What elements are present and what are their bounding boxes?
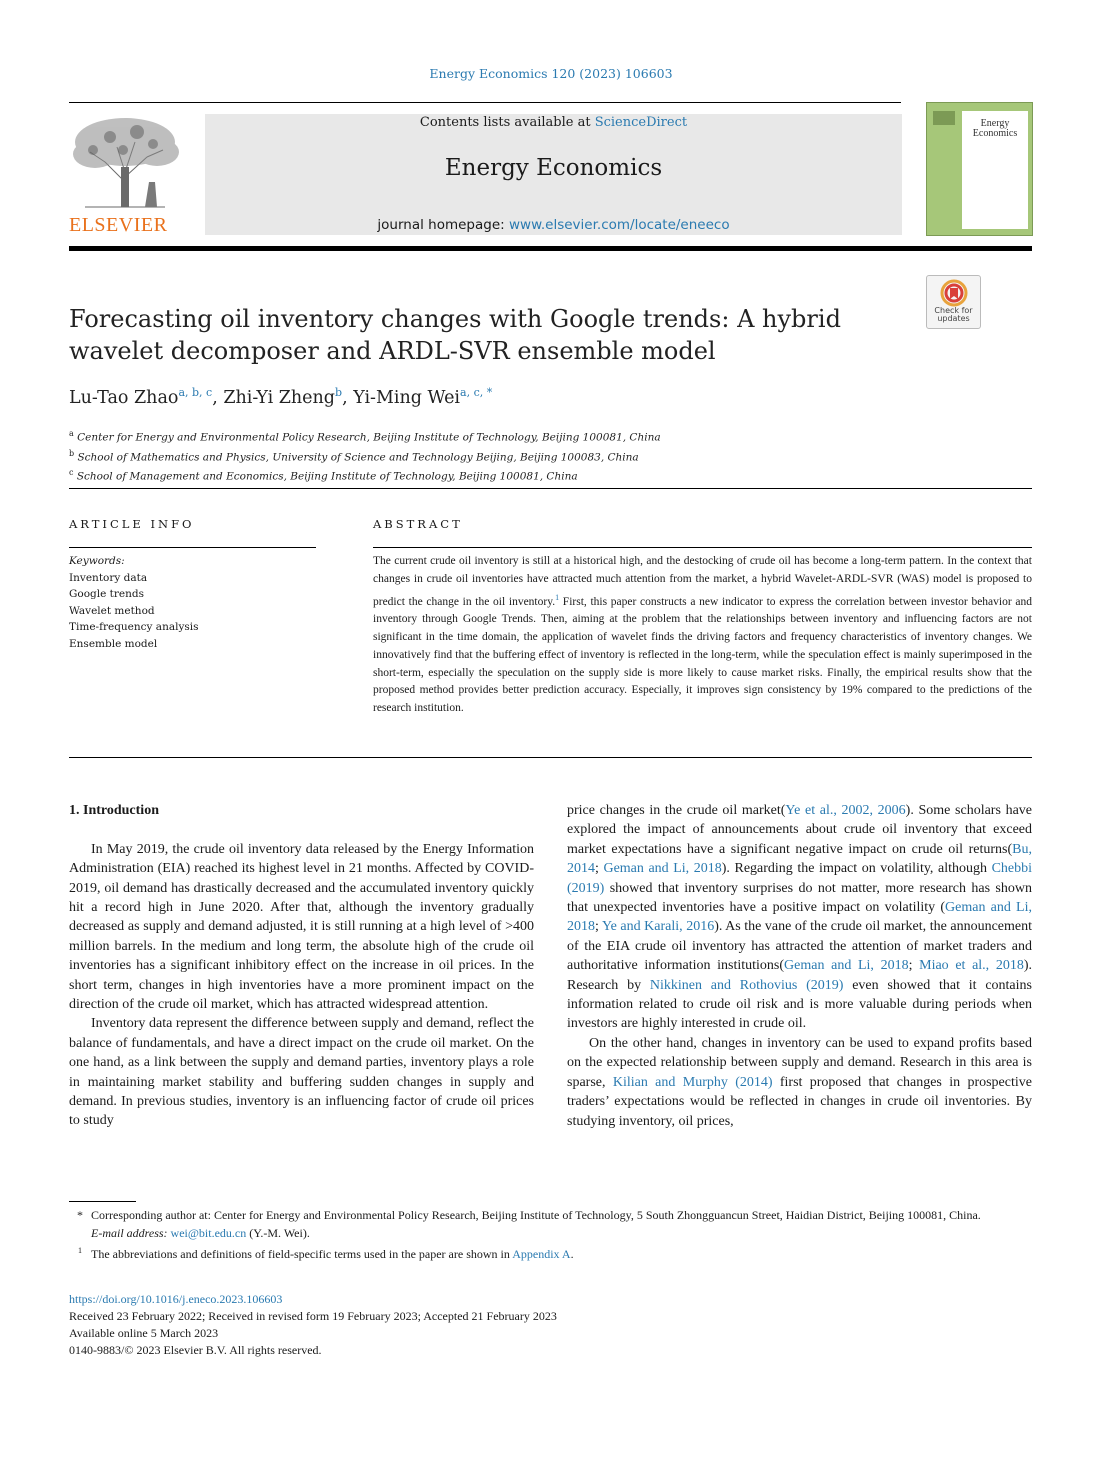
citation-link[interactable]: Geman and Li, 2018: [567, 900, 1032, 935]
article-info-heading: ARTICLE INFO: [69, 517, 195, 531]
affiliation-item: [69, 426, 661, 446]
journal-citation[interactable]: Energy Economics 120 (2023) 106603: [429, 66, 673, 81]
text-run: first proposed that changes in prospective traders’ expectations would be reflected in changes in crude oil inventories. By studying inventory, oil prices,: [567, 1074, 1032, 1129]
author-list: Lu-Tao Zhao$^{a, b, c}$, Zhi-Yi Zheng$^b$, Yi-Ming Wei$^{a, c, *}$: [69, 386, 493, 408]
abstract-heading: ABSTRACT: [373, 517, 463, 531]
homepage-line: [205, 217, 902, 233]
header-rule: [69, 102, 901, 103]
email-suffix: (Y.-M. Wei).: [246, 1225, 310, 1240]
check-updates-label: Check for updates: [934, 306, 973, 323]
footnote-ref[interactable]: 1: [555, 592, 560, 602]
journal-cover-thumbnail[interactable]: [926, 102, 1033, 236]
footnote-text: The abbreviations and definitions of field-specific terms used in the paper are shown in: [91, 1247, 513, 1261]
author-affiliation-marks[interactable]: a, b, c: [178, 386, 213, 399]
journal-title: Energy Economics: [444, 155, 663, 181]
article-metadata: [69, 1291, 557, 1359]
received-dates: Received 23 February 2022; Received in revised form 19 February 2023; Accepted 21 February 2023: [69, 1309, 557, 1323]
affiliation-rule: [69, 488, 1032, 489]
author-affiliation-marks[interactable]: a, c, *: [460, 386, 493, 399]
citation-link[interactable]: Miao et al., 2018: [919, 958, 1024, 974]
text-run: ;: [595, 919, 602, 935]
citation-link[interactable]: Nikkinen and Rothovius (2019): [649, 977, 844, 993]
text-run: ;: [908, 958, 920, 974]
text-run: ). As the vane of the crude oil market, the announcement of the EIA crude oil inventory has attracted the attention of market traders and authoritative information institutions(: [567, 919, 1032, 974]
paragraph: Inventory data represent the difference between supply and demand, reflect the balance of fundamentals, and have a direct impact on the crude oil market. On the one hand, as a link between the supply and demand parties, inventory plays a role in maintaining market stability and buffering sudden changes in supply and demand. In previous studies, inventory is an influencing factor of crude oil prices to study: [69, 1016, 534, 1129]
email-note: [69, 1225, 1032, 1243]
article-info-rule: [69, 547, 316, 548]
keyword-item: Wavelet method: [69, 604, 155, 617]
citation-link[interactable]: Bu, 2014: [567, 841, 1032, 877]
publisher-wordmark: ELSEVIER: [69, 214, 168, 236]
affiliation-label: b: [69, 448, 75, 458]
text-run: showed that inventory surprises do not matter, more research has shown that unexpected inventories have a positive impact on volatility (: [567, 880, 1032, 916]
homepage-prefix: journal homepage:: [377, 217, 509, 233]
text-run: ). Regarding the impact on volatility, although: [721, 861, 992, 877]
keyword-item: Google trends: [69, 588, 144, 600]
cover-logo-icon: [933, 111, 955, 125]
affiliation-text: Center for Energy and Environmental Policy Research, Beijing Institute of Technology, Beijing 100081, China: [77, 431, 661, 444]
footnote-end: .: [570, 1247, 574, 1261]
check-for-updates-button[interactable]: [926, 275, 981, 329]
doi-link[interactable]: https://doi.org/10.1016/j.eneco.2023.106603: [69, 1292, 283, 1306]
affiliation-text: School of Mathematics and Physics, University of Science and Technology Beijing, Beijing 100083, China: [77, 451, 639, 463]
asterisk-mark: *: [77, 1208, 83, 1222]
article-title: Forecasting oil inventory changes with Google trends: A hybrid wavelet decomposer and ARDL-SVR ensemble model: [69, 305, 841, 365]
abstract-bottom-rule: [69, 757, 1032, 758]
text-run: On the other hand, changes in inventory can be used to expand profits based on the expected relationship between supply and demand. Research in this area is sparse,: [567, 1035, 1032, 1090]
contents-prefix: Contents lists available at: [419, 115, 595, 130]
affiliation-item: [69, 446, 661, 466]
author-name[interactable]: Zhi-Yi Zheng: [223, 387, 336, 408]
text-run: ). Research by: [567, 958, 1032, 993]
paragraph: [567, 1034, 1032, 1131]
keyword-item: Time-frequency analysis: [69, 621, 199, 633]
appendix-link[interactable]: Appendix A: [512, 1247, 571, 1261]
text-run: ;: [595, 861, 604, 877]
email-link[interactable]: wei@bit.edu.cn: [170, 1225, 247, 1240]
keywords-block: [69, 553, 199, 652]
affiliation-label: c: [69, 468, 74, 477]
footnotes: [69, 1207, 1032, 1264]
body-column-right: [567, 801, 1032, 1131]
abstract-part: The current crude oil inventory is still at a historical high, and the destocking of crude oil has become a long-term pattern. In the context that changes in crude oil inventories have attracted much attention from the market, a hybrid Wavelet-ARDL-SVR (WAS) model is proposed to predict the change in the oil inventory.: [373, 555, 1032, 608]
author-name[interactable]: Yi-Ming Wei: [353, 387, 461, 408]
keywords-label: Keywords:: [69, 555, 125, 567]
citation-link[interactable]: Geman and Li, 2018: [603, 861, 722, 877]
keyword-item: Inventory data: [69, 571, 148, 584]
citation-link[interactable]: Chebbi (2019): [567, 861, 1033, 896]
check-updates-icon: [939, 279, 969, 307]
abstract-rule: [373, 547, 1032, 548]
copyright-line: 0140-9883/© 2023 Elsevier B.V. All rights reserved.: [69, 1343, 322, 1357]
cover-title: Energy Economics: [972, 118, 1018, 139]
affiliation-text: School of Management and Economics, Beijing Institute of Technology, Beijing 100081, China: [76, 470, 578, 483]
paragraph: In May 2019, the crude oil inventory data released by the Energy Information Administration (EIA) reached its highest level in 21 months. Affected by COVID-2019, oil demand has drastically decreased and the accumulated inventory quickly hit a record high in June 2020. After that, although the inventory gradually decreased as supply and demand adjusted, it is still running at a high level of >400 million barrels. In the medium and long term, the absolute high of the crude oil inventories has a significant inhibitory effect on the increase in oil prices. In the short term, changes in high inventories have a more prominent impact on the direction of the crude oil market, which has attracted widespread attention.: [69, 841, 534, 1013]
corresponding-author-note: [69, 1207, 1032, 1225]
abstract-text: [373, 553, 1032, 718]
footnote-rule: [69, 1201, 136, 1202]
text-run: ). Some scholars have explored the impact of announcements about crude oil inventory that exceed market expectations have a significant negative impact on crude oil returns(: [567, 803, 1032, 857]
sciencedirect-link[interactable]: ScienceDirect: [594, 115, 688, 130]
homepage-link[interactable]: www.elsevier.com/locate/eneeco: [508, 217, 730, 233]
cover-panel: [962, 111, 1028, 229]
paragraph: [567, 801, 1032, 1034]
abstract-part: First, this paper constructs a new indicator to express the correlation between investor behavior and inventory through Google Trends. Then, aiming at the problem that the relationships between inventory and influencing factors are not significant in the time domain, the application of wavelet finds the driving factors and frequency characteristics of inventory changes. We innovatively find that the buffering effect of inventory is reflected in the long-term, while the speculation effect is mainly superimposed in the short-term, especially the speculation on the supply side is more likely to cause market risks. Finally, the empirical results show that the proposed method provides better prediction accuracy. Especially, it improves sign consistency by 19% compared to the predictions of the research institution.: [373, 595, 1032, 715]
author-affiliation-marks[interactable]: b: [335, 386, 343, 399]
affiliations: [69, 426, 661, 485]
keyword-item: Ensemble model: [69, 637, 158, 650]
citation-link[interactable]: Ye et al., 2002, 2006: [785, 803, 906, 818]
body-column-left: [69, 801, 534, 1131]
corresponding-text: Corresponding author at: Center for Energy and Environmental Policy Research, Beijing Institute of Technology, 5 South Zhongguancun Street, Haidian District, Beijing 100081, China.: [91, 1208, 981, 1222]
available-online: Available online 5 March 2023: [69, 1326, 219, 1340]
text-run: price changes in the crude oil market(: [567, 803, 786, 818]
email-label: E-mail address:: [91, 1225, 168, 1240]
header-thick-rule: [69, 246, 1032, 251]
section-heading: 1. Introduction: [69, 803, 159, 818]
author-name[interactable]: Lu-Tao Zhao: [69, 387, 179, 408]
affiliation-label: a: [69, 429, 74, 438]
citation-link[interactable]: Kilian and Murphy (2014): [612, 1074, 773, 1090]
citation-link[interactable]: Geman and Li, 2018: [784, 958, 909, 974]
affiliation-item: [69, 465, 661, 485]
footnote-number: 1: [78, 1246, 82, 1255]
citation-link[interactable]: Ye and Karali, 2016: [601, 919, 715, 935]
contents-line: [205, 115, 902, 130]
footnote-1: [69, 1242, 1032, 1264]
text-run: even showed that it contains information related to crude oil risk and is more valuable during periods when investors are highly interested in crude oil.: [567, 977, 1032, 1032]
